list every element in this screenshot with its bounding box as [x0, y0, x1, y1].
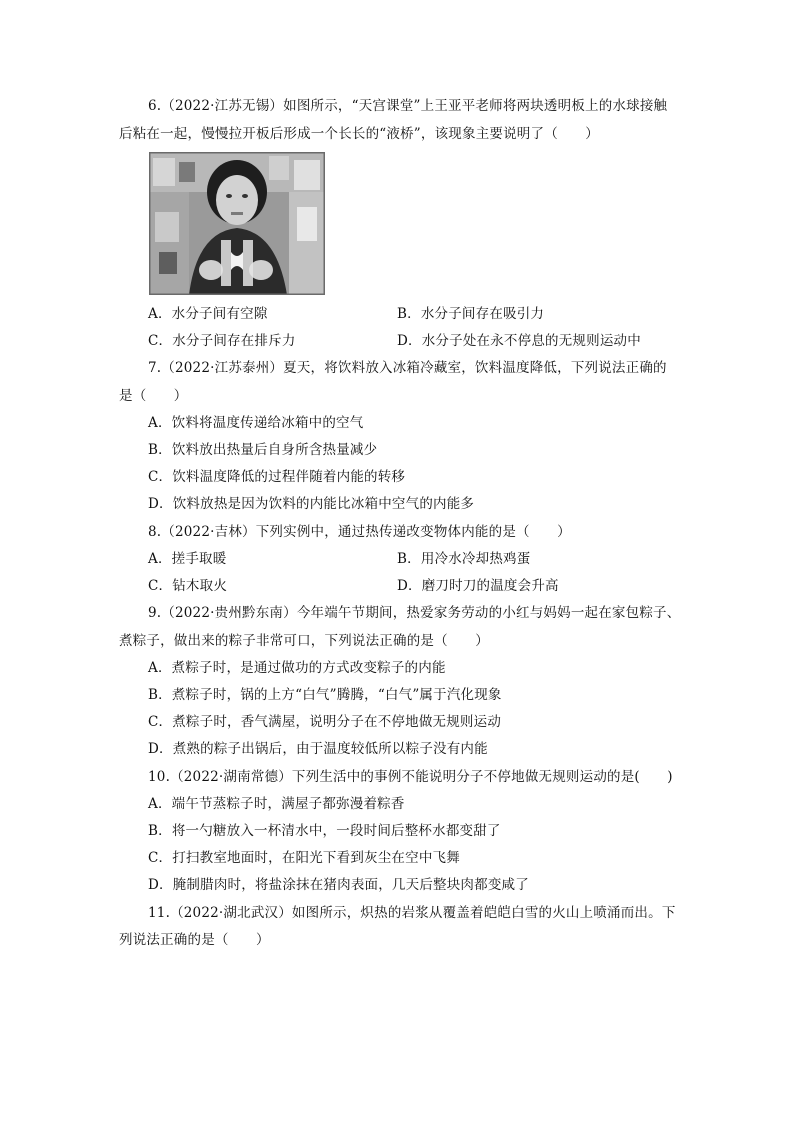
q10-option-c: C．打扫教室地面时，在阳光下看到灰尘在空中飞舞 [148, 850, 460, 866]
q11-stem-line1: 11.（2022·湖北武汉）如图所示，炽热的岩浆从覆盖着皑皑白雪的火山上喷涌而出。下 [148, 905, 676, 921]
q8-option-d: D．磨刀时刀的温度会升高 [397, 578, 559, 594]
q7-stem-line2: 是（ ） [119, 388, 188, 404]
q6-stem-line1: 6.（2022·江苏无锡）如图所示，“天宫课堂”上王亚平老师将两块透明板上的水球接触 [148, 98, 668, 114]
q8-option-b: B．用冷水冷却热鸡蛋 [397, 551, 531, 567]
q6-option-c: C．水分子间存在排斥力 [148, 333, 296, 349]
q7-option-b: B．饮料放出热量后自身所含热量减少 [148, 442, 378, 458]
q10-option-d: D．腌制腊肉时，将盐涂抹在猪肉表面，几天后整块肉都变咸了 [148, 877, 529, 893]
q10-option-b: B．将一勺糖放入一杯清水中，一段时间后整杯水都变甜了 [148, 823, 501, 839]
q10-stem-line1: 10.（2022·湖南常德）下列生活中的事例不能说明分子不停地做无规则运动的是( ) [148, 769, 673, 785]
q11-stem-line2: 列说法正确的是（ ） [119, 932, 270, 948]
q6-option-a: A．水分子间有空隙 [148, 306, 268, 322]
q8-option-c: C．钻木取火 [148, 578, 228, 594]
q7-option-c: C．饮料温度降低的过程伴随着内能的转移 [148, 469, 406, 485]
q6-photo-liquid-bridge [149, 152, 325, 295]
q9-stem-line1: 9.（2022·贵州黔东南）今年端午节期间，热爱家务劳动的小红与妈妈一起在家包粽子、 [148, 605, 681, 621]
q7-option-a: A．饮料将温度传递给冰箱中的空气 [148, 415, 364, 431]
q7-option-d: D．饮料放热是因为饮料的内能比冰箱中空气的内能多 [148, 496, 475, 512]
q10-option-a: A．端午节蒸粽子时，满屋子都弥漫着粽香 [148, 796, 405, 812]
q8-stem-line1: 8.（2022·吉林）下列实例中，通过热传递改变物体内能的是（ ） [148, 524, 571, 540]
q9-option-b: B．煮粽子时，锅的上方“白气”腾腾，“白气”属于汽化现象 [148, 687, 502, 703]
q9-option-a: A．煮粽子时，是通过做功的方式改变粽子的内能 [148, 660, 446, 676]
q9-option-d: D．煮熟的粽子出锅后，由于温度较低所以粽子没有内能 [148, 741, 488, 757]
q6-option-d: D．水分子处在永不停息的无规则运动中 [397, 333, 641, 349]
q9-option-c: C．煮粽子时，香气满屋，说明分子在不停地做无规则运动 [148, 714, 502, 730]
q6-option-b: B．水分子间存在吸引力 [397, 306, 545, 322]
q8-option-a: A．搓手取暖 [148, 551, 227, 567]
q7-stem-line1: 7.（2022·江苏泰州）夏天，将饮料放入冰箱冷藏室，饮料温度降低，下列说法正确的 [148, 360, 667, 376]
q9-stem-line2: 煮粽子，做出来的粽子非常可口，下列说法正确的是（ ） [119, 633, 489, 649]
q6-stem-line2: 后粘在一起，慢慢拉开板后形成一个长长的“液桥”，该现象主要说明了（ ） [119, 126, 600, 142]
